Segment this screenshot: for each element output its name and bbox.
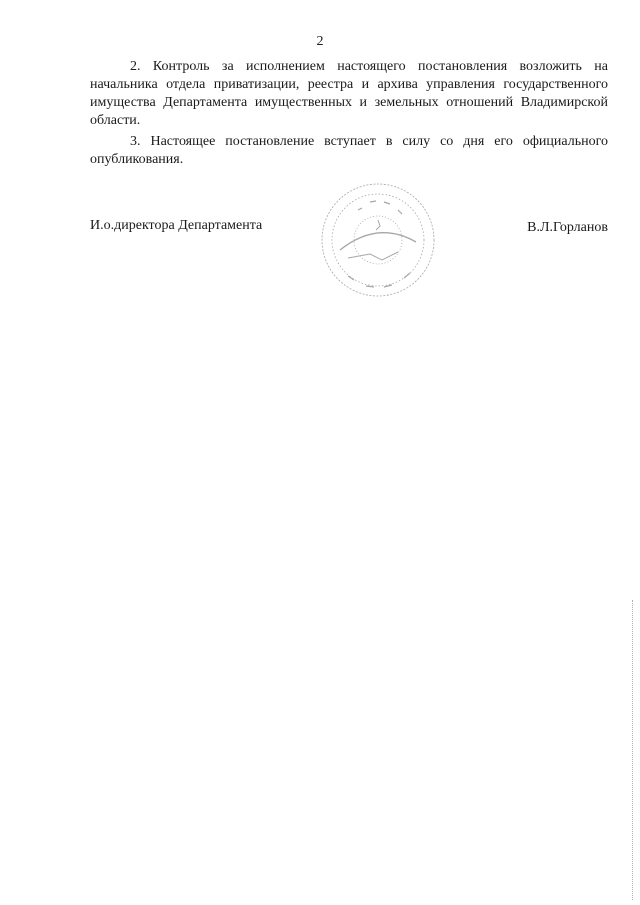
official-seal-icon (318, 180, 438, 300)
scan-edge-marks (632, 600, 636, 900)
document-body (90, 58, 608, 169)
signatory-role: И.о.директора Департамента (90, 218, 263, 233)
signatory-name: В.Л.Горланов (527, 220, 608, 235)
paragraph-effective-date: 3. Настоящее постановление вступает в силу со дня его официального опубликования. (90, 134, 608, 167)
paragraph-control: 2. Контроль за исполнением настоящего постановления возложить на начальника отдела приватизации, реестра и архива управления государственного имущества Департамента имущественных и земельных отношений Владимирской области. (90, 59, 608, 128)
page-number: 2 (316, 34, 324, 49)
